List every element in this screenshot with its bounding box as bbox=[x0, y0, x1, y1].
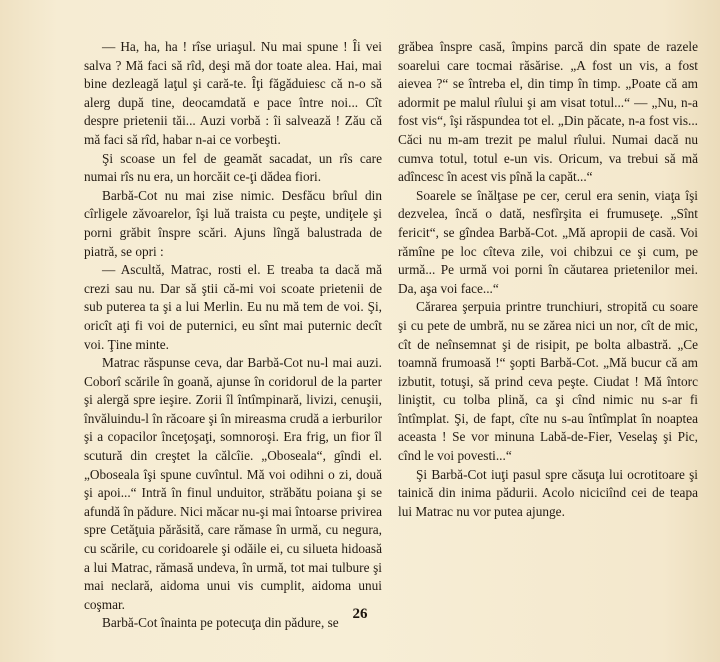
paragraph: Şi scoase un fel de geamăt sacadat, un rîs care numai rîs nu era, un horcăit ce-ţi dădea fiori. bbox=[84, 150, 382, 185]
paragraph: Barbă-Cot nu mai zise nimic. Desfăcu brîul din cîrligele zăvoarelor, îşi luă traista cu peşte, undiţele şi porni grăbit înspre scări. Ajuns lîngă balustrada de piatră, se opri : bbox=[84, 187, 382, 259]
right-text-column bbox=[398, 38, 698, 521]
left-text-column bbox=[84, 38, 382, 633]
paragraph: Matrac răspunse ceva, dar Barbă-Cot nu-l mai auzi. Coborî scările în goană, ajunse în coridorul de la parter şi alergă spre ieşire. Zorii îl întîmpinară, livizi, cenuşii, învăluindu-l în răcoare şi în mireasma crudă a ierburilor şi a copacilor înceţoşaţi, somnoroşi. Era frig, un fior îl scutură din creştet la călcîie. „Oboseala“, gîndi el. „Oboseala îşi spune cuvîntul. Mă voi odihni o zi, două şi apoi...“ Intră în finul unduitor, străbătu poiana şi se afundă în pădure. Nici măcar nu-şi mai întoarse privirea spre Cetăţuia părăsită, care rămase în urmă, cu negura, cu scările, cu coridoarele şi odăile ei, cu silueta hidoasă a lui Matrac, rămasă undeva, în urmă, tot mai tulbure şi mai neclară, aidoma unui vis cumplit, aidoma unui coşmar. bbox=[84, 355, 382, 612]
page-number: 26 bbox=[352, 606, 368, 622]
paragraph-continued: grăbea înspre casă, împins parcă din spate de razele soarelui care tocmai răsărise. „A fost un vis, a fost aievea ?“ se întreba el, din timp în timp. „Poate că am adormit pe malul rîului şi am visat totul...“ — „Nu, n-a fost vis“, îşi răspundea tot el. „Din păcate, n-a fost vis... Căci nu m-am trezit pe malul rîului. Numai dacă nu cumva totul, totul e-un vis. Oricum, va trebui să mă adîncesc în acest vis pînă la capăt...“ bbox=[398, 39, 698, 185]
paragraph: — Ascultă, Matrac, rosti el. E treaba ta dacă mă crezi sau nu. Dar să ştii că-mi voi scoate prietenii de sub puterea ta şi a lui Merlin. Eu nu mă tem de voi. Şi, oricît aţi fi voi de puternici, eu sînt mai puternic decît voi. Ţine minte. bbox=[84, 262, 382, 352]
paragraph: Cărarea şerpuia printre trunchiuri, stropită cu soare şi cu pete de umbră, nu se zărea nici un nor, cît de mic, cît de neînsemnat şi de risipit, pe bolta albastră. „Ce toamnă frumoasă !“ şopti Barbă-Cot. „Mă bucur că am izbutit, totuşi, să prind ceva peşte. Ciudat ! Mă întorc liniştit, cu tolba plină, ca şi cînd nimic nu s-ar fi întîmplat. Şi, de fapt, cîte nu s-au întîmplat în noaptea aceasta ! Se vor minuna Labă-de-Fier, Veselaş şi Pic, cînd le voi povesti...“ bbox=[398, 299, 698, 464]
paragraph: Soarele se înălţase pe cer, cerul era senin, viaţa îşi dezvelea, încă o dată, nesfîrşita ei frumuseţe. „Sînt fericit“, se gîndea Barbă-Cot. „Mă apropii de casă. Voi rămîne pe loc cîteva zile, voi chibzui ce şi cum, pe urmă... Pe urmă voi porni în căutarea prietenilor mei. Da, aşa voi face...“ bbox=[398, 187, 698, 296]
paragraph: — Ha, ha, ha ! rîse uriaşul. Nu mai spune ! Îi vei salva ? Mă faci să rîd, deşi mă dor toate alea. Hai, mai bine dezleagă laţul şi cară-te. Îţi făgăduiesc că n-o să alerg după tine, deocamdată e pace între noi... Cît despre prietenii tăi... Auzi vorbă : îi salvează ! Zău că mă faci să rîd, habar n-ai ce vorbeşti. bbox=[84, 39, 382, 147]
paragraph: Barbă-Cot înainta pe potecuţa din pădure, se bbox=[102, 615, 339, 631]
paragraph: Şi Barbă-Cot iuţi pasul spre căsuţa lui ocrotitoare şi tainică din inima pădurii. Acolo niciciînd cei de teapa lui Matrac nu vor putea ajunge. bbox=[398, 466, 698, 519]
